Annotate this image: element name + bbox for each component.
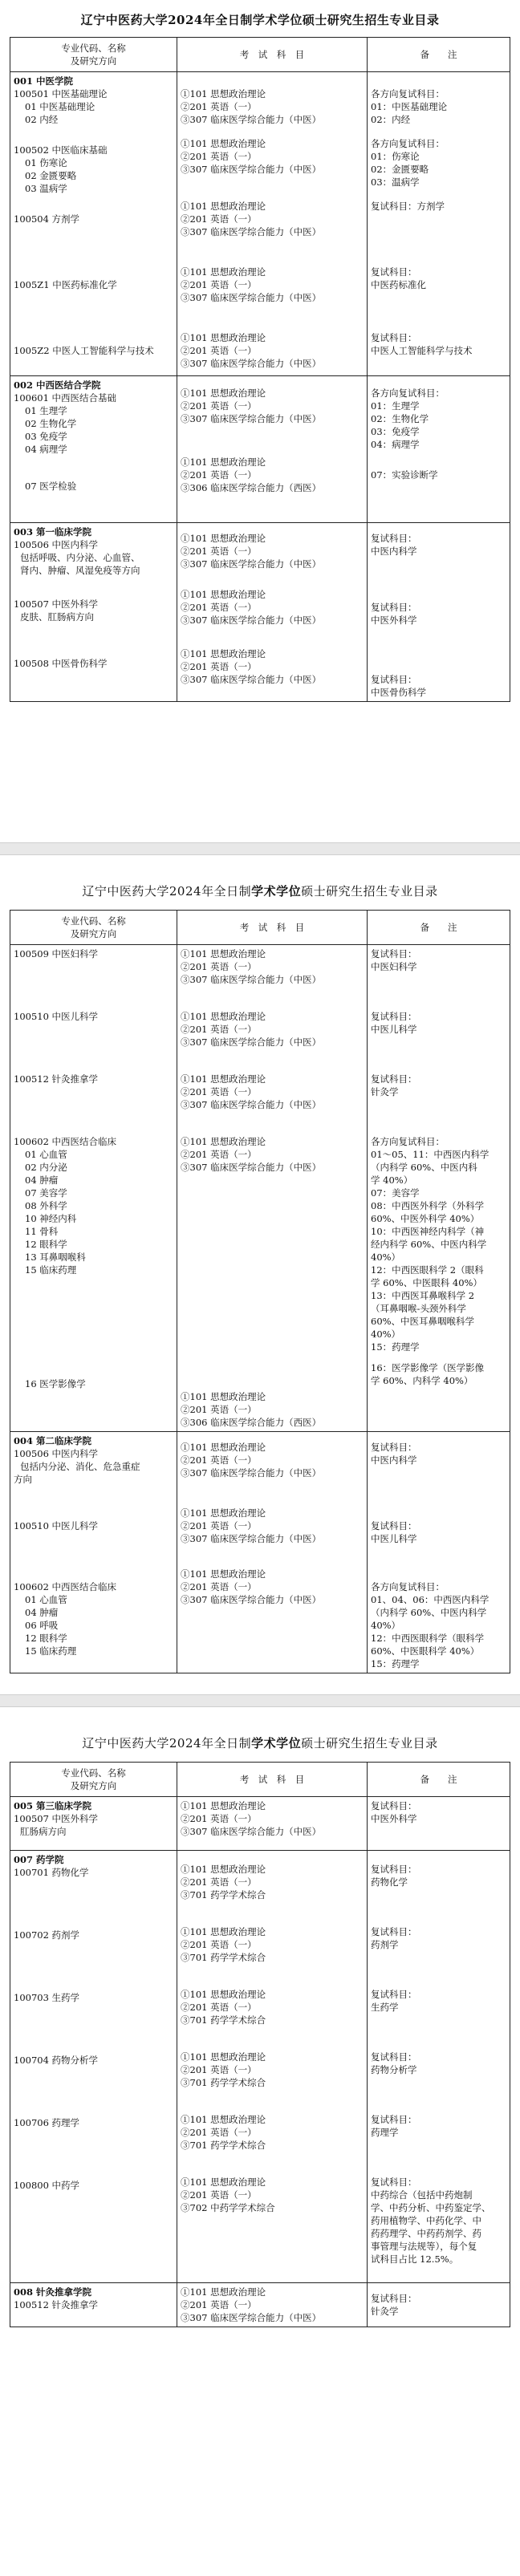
exam-subject: ②201 英语（一） (181, 345, 257, 356)
note-line: 15：药理学 (371, 1658, 420, 1669)
exam-subject: ①101 思想政治理论 (181, 1926, 266, 1937)
exam-subject: ②201 英语（一） (181, 469, 257, 481)
note-line: 药物分析学 (371, 2064, 417, 2075)
exam-subject: ②201 英语（一） (181, 1454, 257, 1466)
header-notes: 备 注 (368, 38, 510, 72)
page-title (0, 11, 520, 28)
exam-subject: ②201 英语（一） (181, 1581, 257, 1592)
note-line: 15：药理学 (371, 1341, 420, 1353)
note-line: 复试科目： (371, 602, 417, 613)
exam-subject: ③307 临床医学综合能力（中医） (181, 413, 322, 424)
major-name: 1005Z1 中医药标准化学 (14, 279, 117, 290)
major-name: 100704 药物分析学 (14, 2055, 99, 2066)
note-line: 04：病理学 (371, 439, 420, 450)
note-line: 复试科目： (371, 266, 417, 278)
exam-subject: ②201 英语（一） (181, 1086, 257, 1097)
major-name: 1005Z2 中医人工智能科学与技术 (14, 345, 154, 356)
page-separator (0, 842, 520, 855)
title-prefix: 辽宁中医药大学2024年全日制 (82, 1736, 252, 1750)
direction: 方向 (14, 1474, 32, 1485)
exam-cell (177, 1851, 368, 2283)
exam-subject: ①101 思想政治理论 (181, 1073, 266, 1085)
note-line: 复试科目： (371, 1926, 417, 1937)
major-cell (10, 376, 177, 523)
page-title (0, 882, 520, 899)
exam-cell (177, 1432, 368, 1673)
direction: 肾内、肿瘤、风湿免疫等方向 (20, 565, 140, 576)
note-line: 02：内经 (371, 114, 411, 125)
note-line: 针灸学 (371, 1086, 399, 1097)
note-line: 60%、中医耳鼻咽喉科学 (371, 1316, 475, 1327)
exam-cell (177, 2283, 368, 2327)
exam-subject: ①101 思想政治理论 (181, 88, 266, 99)
note-line: 01：伤寒论 (371, 151, 420, 162)
note-line: 03：温病学 (371, 176, 420, 188)
exam-cell (177, 523, 368, 702)
note-line: 学 60%、中医眼科 40%） (371, 1277, 482, 1288)
exam-subject: ③307 临床医学综合能力（中医） (181, 226, 322, 237)
catalog-page-3 (0, 1707, 520, 2576)
exam-subject: ①101 思想政治理论 (181, 648, 266, 659)
note-line: 复试科目： (371, 948, 417, 959)
header-exams: 考 试 科 目 (177, 38, 368, 72)
header-major: 专业代码、名称 及研究方向 (10, 911, 177, 945)
note-line: 01：生理学 (371, 400, 420, 412)
note-line: 学 40%） (371, 1174, 413, 1186)
note-line: 07：实验诊断学 (371, 469, 438, 481)
major-name: 100601 中西医结合基础 (14, 392, 117, 404)
exam-subject: ②201 英语（一） (181, 2127, 257, 2138)
major-name: 100703 生药学 (14, 1992, 80, 2003)
note-line: 各方向复试科目： (371, 1136, 445, 1147)
note-line: 01：中医基础理论 (371, 101, 448, 112)
note-line: 中医外科学 (371, 1813, 417, 1824)
note-line: 中医外科学 (371, 615, 417, 626)
exam-subject: ①101 思想政治理论 (181, 1507, 266, 1519)
exam-subject: ③307 临床医学综合能力（中医） (181, 615, 322, 626)
direction: 肛肠病方向 (20, 1826, 67, 1837)
note-line: 07：美容学 (371, 1187, 420, 1199)
catalog-page-2 (0, 855, 520, 1690)
note-line: 各方向复试科目： (371, 88, 445, 99)
exam-cell (177, 945, 368, 1432)
note-line: 复试科目： (371, 1800, 417, 1811)
note-line: 药用植物学、中药化学、中 (371, 2215, 481, 2226)
exam-subject: ①101 思想政治理论 (181, 1800, 266, 1811)
direction: 11 骨科 (25, 1226, 59, 1237)
exam-subject: ③701 药学学术综合 (181, 2077, 266, 2088)
exam-subject: ③307 临床医学综合能力（中医） (181, 1533, 322, 1544)
exam-subject: ②201 英语（一） (181, 2189, 257, 2201)
note-line: 药物化学 (371, 1876, 408, 1888)
exam-subject: ①101 思想政治理论 (181, 2286, 266, 2298)
exam-subject: ②201 英语（一） (181, 2064, 257, 2075)
note-line: 药理学 (371, 2127, 399, 2138)
note-line: 复试科目： (371, 1442, 417, 1453)
direction: 07 医学检验 (25, 481, 77, 492)
page-separator (0, 1694, 520, 1707)
exam-subject: ③307 临床医学综合能力（中医） (181, 2312, 322, 2323)
exam-subject: ①101 思想政治理论 (181, 1136, 266, 1147)
header-notes: 备 注 (368, 1763, 510, 1797)
note-line: 复试科目： (371, 2114, 417, 2125)
exam-subject: ①101 思想政治理论 (181, 138, 266, 149)
major-name: 100507 中医外科学 (14, 598, 99, 610)
exam-subject: ①101 思想政治理论 (181, 2051, 266, 2063)
note-line: 中医内科学 (371, 546, 417, 557)
exam-subject: ③307 临床医学综合能力（中医） (181, 114, 322, 125)
note-line: 60%、中医外科学 40%） (371, 1213, 480, 1224)
note-line: 复试科目： (371, 332, 417, 343)
note-line: 各方向复试科目： (371, 1581, 445, 1592)
major-cell (10, 945, 177, 1432)
header-notes: 备 注 (368, 911, 510, 945)
title-emphasis: 学术学位 (251, 1736, 302, 1750)
note-line: 药剂学 (371, 1939, 399, 1950)
major-name: 100508 中医骨伤科学 (14, 658, 108, 669)
title-suffix: 硕士研究生招生专业目录 (302, 13, 440, 27)
note-line: 中医人工智能科学与技术 (371, 345, 473, 356)
note-line: 各方向复试科目： (371, 138, 445, 149)
header-exams: 考 试 科 目 (177, 911, 368, 945)
major-name: 100509 中医妇科学 (14, 948, 99, 959)
major-name: 100506 中医内科学 (14, 1448, 99, 1459)
direction: 01 生理学 (25, 405, 67, 416)
exam-subject: ③307 临床医学综合能力（中医） (181, 1594, 322, 1605)
header-row (10, 38, 510, 72)
exam-subject: ②201 英语（一） (181, 1149, 257, 1160)
direction: 06 呼吸 (25, 1620, 59, 1631)
note-line: （内科学 60%、中医内科 (371, 1162, 477, 1173)
school-block (10, 1851, 510, 2283)
major-name: 100510 中医儿科学 (14, 1011, 99, 1022)
major-cell (10, 72, 177, 376)
notes-cell (368, 2283, 510, 2327)
exam-subject: ①101 思想政治理论 (181, 948, 266, 959)
note-line: 复试科目： (371, 674, 417, 685)
note-line: 试科目占比 12.5%。 (371, 2253, 459, 2265)
exam-subject: ③307 临床医学综合能力（中医） (181, 358, 322, 369)
direction: 01 伤寒论 (25, 157, 67, 168)
note-line: 40%） (371, 1329, 401, 1340)
major-name: 100507 中医外科学 (14, 1813, 99, 1824)
exam-subject: ③306 临床医学综合能力（西医） (181, 1417, 322, 1428)
exam-subject: ③307 临床医学综合能力（中医） (181, 558, 322, 570)
exam-subject: ③307 临床医学综合能力（中医） (181, 974, 322, 985)
exam-subject: ③307 临床医学综合能力（中医） (181, 1162, 322, 1173)
direction: 03 免疫学 (25, 431, 67, 442)
school-name: 002 中西医结合学院 (14, 379, 101, 391)
exam-subject: ③307 临床医学综合能力（中医） (181, 1036, 322, 1048)
exam-subject: ①101 思想政治理论 (181, 1568, 266, 1580)
note-line: 中医内科学 (371, 1454, 417, 1466)
note-line: 经内科学 60%、中医内科学 (371, 1239, 487, 1250)
notes-cell (368, 376, 510, 523)
major-cell (10, 523, 177, 702)
exam-subject: ②201 英语（一） (181, 279, 257, 290)
direction: 03 温病学 (25, 183, 67, 194)
direction: 04 肿瘤 (25, 1607, 59, 1618)
direction: 02 内经 (25, 114, 59, 125)
header-major: 专业代码、名称 及研究方向 (10, 38, 177, 72)
exam-subject: ②201 英语（一） (181, 1024, 257, 1035)
note-line: 16：医学影像学（医学影像 (371, 1362, 485, 1373)
note-line: 02：生物化学 (371, 413, 429, 424)
exam-subject: ③701 药学学术综合 (181, 1952, 266, 1963)
exam-subject: ③306 临床医学综合能力（西医） (181, 482, 322, 493)
direction: 02 生物化学 (25, 418, 77, 429)
direction: 08 外科学 (25, 1200, 67, 1211)
exam-subject: ①101 思想政治理论 (181, 1864, 266, 1875)
note-line: 40%） (371, 1620, 401, 1631)
exam-subject: ②201 英语（一） (181, 2299, 257, 2310)
school-block (10, 1432, 510, 1673)
note-line: 复试科目： (371, 1989, 417, 2000)
catalog-table (10, 1762, 510, 2327)
note-line: 复试科目： (371, 1520, 417, 1531)
exam-subject: ②201 英语（一） (181, 1520, 257, 1531)
major-name: 100504 方剂学 (14, 213, 80, 225)
major-cell (10, 2283, 177, 2327)
catalog-page-1 (0, 0, 520, 834)
note-line: 01～05、11：中西医内科学 (371, 1149, 490, 1160)
note-line: 复试科目： (371, 2176, 417, 2188)
direction: 包括内分泌、消化、危急重症 (20, 1461, 140, 1472)
exam-subject: ①101 思想政治理论 (181, 2176, 266, 2188)
title-emphasis: 学术学位 (252, 13, 303, 27)
notes-cell (368, 1432, 510, 1673)
note-line: 生药学 (371, 2002, 399, 2013)
exam-subject: ②201 英语（一） (181, 961, 257, 972)
header-row (10, 911, 510, 945)
title-prefix: 辽宁中医药大学2024年全日制 (80, 13, 253, 27)
note-line: 复试科目： (371, 1011, 417, 1022)
exam-subject: ②201 英语（一） (181, 2002, 257, 2013)
note-line: 60%、中医眼科学 40%） (371, 1645, 480, 1657)
title-suffix: 硕士研究生招生专业目录 (301, 1736, 438, 1750)
title-prefix: 辽宁中医药大学2024年全日制 (82, 884, 252, 899)
note-line: 各方向复试科目： (371, 387, 445, 399)
major-name: 100512 针灸推拿学 (14, 2299, 99, 2310)
major-cell (10, 1851, 177, 2283)
exam-subject: ①101 思想政治理论 (181, 1442, 266, 1453)
exam-subject: ①101 思想政治理论 (181, 589, 266, 600)
school-name: 004 第二临床学院 (14, 1435, 92, 1446)
school-block (10, 376, 510, 523)
note-line: 12：中西医眼科学 2（眼科 (371, 1264, 484, 1276)
exam-subject: ②201 英语（一） (181, 1876, 257, 1888)
exam-cell (177, 72, 368, 376)
note-line: 复试科目： (371, 2293, 417, 2304)
direction: 02 内分泌 (25, 1162, 67, 1173)
exam-subject: ②201 英语（一） (181, 400, 257, 412)
catalog-table (10, 37, 510, 702)
exam-subject: ②201 英语（一） (181, 661, 257, 672)
exam-subject: ①101 思想政治理论 (181, 266, 266, 278)
major-name: 100501 中医基础理论 (14, 88, 108, 99)
major-name: 100602 中西医结合临床 (14, 1136, 117, 1147)
exam-subject: ②201 英语（一） (181, 1404, 257, 1415)
note-line: 中医妇科学 (371, 961, 417, 972)
note-line: 中医儿科学 (371, 1024, 417, 1035)
note-line: 复试科目： (371, 533, 417, 544)
direction: 01 心血管 (25, 1594, 67, 1605)
note-line: 事管理与法规等），每个复 (371, 2241, 477, 2252)
school-block (10, 945, 510, 1432)
major-name: 100512 针灸推拿学 (14, 1073, 99, 1085)
notes-cell (368, 72, 510, 376)
exam-cell (177, 1797, 368, 1851)
exam-subject: ②201 英语（一） (181, 1813, 257, 1824)
note-line: （耳鼻咽喉-头颈外科学 (371, 1303, 466, 1314)
note-line: 针灸学 (371, 2306, 399, 2317)
school-name: 003 第一临床学院 (14, 526, 92, 538)
direction: 01 中医基础理论 (25, 101, 95, 112)
exam-subject: ①101 思想政治理论 (181, 533, 266, 544)
exam-subject: ①101 思想政治理论 (181, 1391, 266, 1402)
header-major: 专业代码、名称 及研究方向 (10, 1763, 177, 1797)
note-line: 中医药标准化 (371, 279, 426, 290)
note-line: 中药综合（包括中药炮制 (371, 2189, 473, 2201)
exam-subject: ①101 思想政治理论 (181, 201, 266, 212)
note-line: 复试科目： (371, 1864, 417, 1875)
note-line: 药药理学、中药药剂学、药 (371, 2228, 481, 2239)
note-line: 复试科目： (371, 2051, 417, 2063)
school-block (10, 1797, 510, 1851)
direction: 12 眼科学 (25, 1633, 67, 1644)
major-name: 100701 药物化学 (14, 1867, 89, 1878)
exam-subject: ③307 临床医学综合能力（中医） (181, 1467, 322, 1479)
note-line: 中医骨伤科学 (371, 687, 426, 698)
note-line: 03：免疫学 (371, 426, 420, 437)
exam-subject: ③307 临床医学综合能力（中医） (181, 164, 322, 175)
note-line: 10：中西医神经内科学（神 (371, 1226, 485, 1237)
major-name: 100702 药剂学 (14, 1929, 80, 1941)
notes-cell (368, 523, 510, 702)
exam-subject: ①101 思想政治理论 (181, 1011, 266, 1022)
note-line: 中医儿科学 (371, 1533, 417, 1544)
note-line: （内科学 60%、中医内科学 (371, 1607, 487, 1618)
direction: 15 临床药理 (25, 1264, 77, 1276)
major-name: 100510 中医儿科学 (14, 1520, 99, 1531)
direction: 包括呼吸、内分泌、心血管、 (20, 552, 140, 563)
direction: 04 肿瘤 (25, 1174, 59, 1186)
direction: 10 神经内科 (25, 1213, 77, 1224)
school-name: 008 针灸推拿学院 (14, 2286, 92, 2298)
direction: 12 眼科学 (25, 1239, 67, 1250)
direction: 07 美容学 (25, 1187, 67, 1199)
notes-cell (368, 1851, 510, 2283)
school-block (10, 523, 510, 702)
note-line: 08：中西医外科学（外科学 (371, 1200, 485, 1211)
direction: 15 临床药理 (25, 1645, 77, 1657)
exam-subject: ③701 药学学术综合 (181, 2014, 266, 2026)
direction: 02 金匮要略 (25, 170, 77, 181)
exam-subject: ①101 思想政治理论 (181, 2114, 266, 2125)
exam-subject: ③307 临床医学综合能力（中医） (181, 1826, 322, 1837)
school-name: 007 药学院 (14, 1854, 64, 1865)
title-emphasis: 学术学位 (251, 884, 302, 899)
exam-subject: ②201 英语（一） (181, 546, 257, 557)
direction: 04 病理学 (25, 444, 67, 455)
exam-subject: ②201 英语（一） (181, 151, 257, 162)
exam-subject: ②201 英语（一） (181, 101, 257, 112)
exam-subject: ①101 思想政治理论 (181, 332, 266, 343)
notes-cell (368, 945, 510, 1432)
header-exams: 考 试 科 目 (177, 1763, 368, 1797)
notes-cell (368, 1797, 510, 1851)
direction: 皮肤、肛肠病方向 (20, 611, 94, 623)
exam-subject: ③307 临床医学综合能力（中医） (181, 674, 322, 685)
note-line: 学 60%、内科学 40%） (371, 1375, 473, 1386)
major-name: 100506 中医内科学 (14, 539, 99, 550)
exam-subject: ③702 中药学学术综合 (181, 2202, 275, 2213)
school-name: 005 第三临床学院 (14, 1800, 92, 1811)
exam-subject: ①101 思想政治理论 (181, 387, 266, 399)
direction: 13 耳鼻咽喉科 (25, 1251, 86, 1263)
exam-cell (177, 376, 368, 523)
school-block (10, 72, 510, 376)
note-line: 40%） (371, 1251, 401, 1263)
exam-subject: ②201 英语（一） (181, 213, 257, 225)
major-name: 100502 中医临床基础 (14, 144, 108, 156)
note-line: 学、中药分析、中药鉴定学、 (371, 2202, 491, 2213)
exam-subject: ③307 临床医学综合能力（中医） (181, 292, 322, 303)
exam-subject: ③701 药学学术综合 (181, 2140, 266, 2151)
school-block (10, 2283, 510, 2327)
major-cell (10, 1797, 177, 1851)
exam-subject: ①101 思想政治理论 (181, 1989, 266, 2000)
exam-subject: ②201 英语（一） (181, 1939, 257, 1950)
major-name: 100800 中药学 (14, 2180, 80, 2191)
note-line: 复试科目：方剂学 (371, 201, 445, 212)
note-line: 12：中西医眼科学（眼科学 (371, 1633, 485, 1644)
major-cell (10, 1432, 177, 1673)
note-line: 复试科目： (371, 1073, 417, 1085)
title-suffix: 硕士研究生招生专业目录 (301, 884, 438, 899)
direction: 01 心血管 (25, 1149, 67, 1160)
exam-subject: ②201 英语（一） (181, 602, 257, 613)
note-line: 02：金匮要略 (371, 164, 429, 175)
major-name: 100602 中西医结合临床 (14, 1581, 117, 1592)
direction: 16 医学影像学 (25, 1378, 86, 1389)
exam-subject: ③307 临床医学综合能力（中医） (181, 1099, 322, 1110)
header-row (10, 1763, 510, 1797)
note-line: 13：中西医耳鼻喉科学 2 (371, 1290, 475, 1301)
school-name: 001 中医学院 (14, 75, 74, 87)
exam-subject: ①101 思想政治理论 (181, 456, 266, 468)
exam-subject: ③701 药学学术综合 (181, 1889, 266, 1901)
page-title (0, 1734, 520, 1751)
catalog-table (10, 910, 510, 1673)
major-name: 100706 药理学 (14, 2117, 80, 2128)
note-line: 01、04、06：中西医内科学 (371, 1594, 490, 1605)
